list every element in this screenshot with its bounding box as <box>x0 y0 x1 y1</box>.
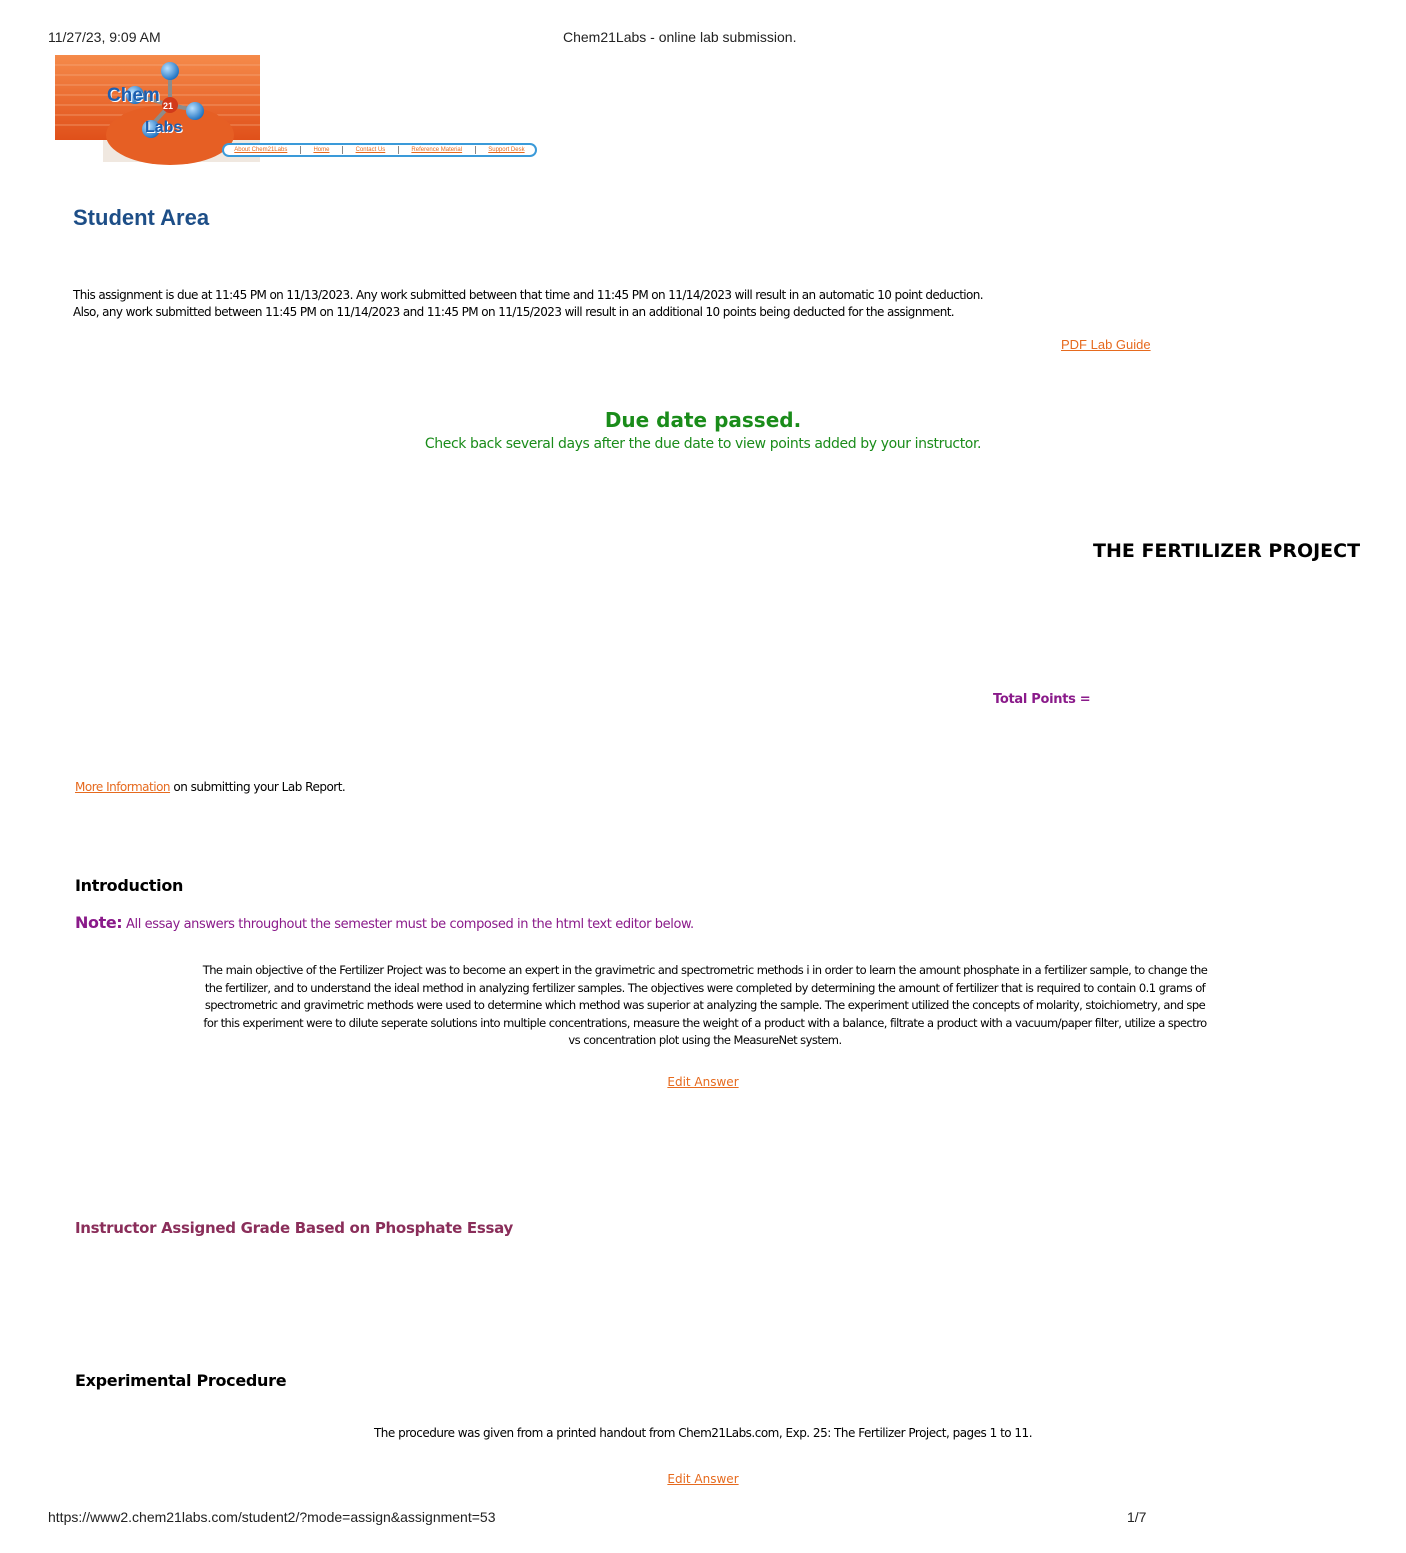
procedure-text: The procedure was given from a printed handout from Chem21Labs.com, Exp. 25: The Fertilizer Project, pages 1 to 11. <box>373 1426 1033 1440</box>
nav-about[interactable]: About Chem21Labs <box>234 147 288 153</box>
logo-text-chem: Chem <box>107 85 160 106</box>
note-label: Note: <box>75 913 123 932</box>
logo-text-labs: Labs <box>145 119 183 136</box>
nav-home[interactable]: Home <box>313 147 330 153</box>
introduction-essay <box>60 962 1350 1050</box>
experimental-procedure-heading: Experimental Procedure <box>75 1371 287 1390</box>
essay-line: vs concentration plot using the MeasureNet system. <box>568 1033 842 1047</box>
procedure-edit-answer-link[interactable]: Edit Answer <box>667 1472 739 1486</box>
instructor-grade-heading: Instructor Assigned Grade Based on Phosphate Essay <box>75 1219 513 1237</box>
essay-note <box>75 913 694 932</box>
nav-reference[interactable]: Reference Material <box>411 147 463 153</box>
print-page-title: Chem21Labs - online lab submission. <box>563 29 797 45</box>
note-text: All essay answers throughout the semester must be composed in the html text editor below. <box>122 917 694 932</box>
more-info-text: on submitting your Lab Report. <box>170 780 346 794</box>
due-passed-subtext: Check back several days after the due date to view points added by your instructor. <box>424 436 982 452</box>
due-info-line-2: Also, any work submitted between 11:45 PM on 11/14/2023 and 11:45 PM on 11/15/2023 will result in an additional 10 points being deducted for the assignment. <box>73 305 955 319</box>
nav-contact[interactable]: Contact Us <box>355 147 386 153</box>
introduction-heading: Introduction <box>75 876 184 895</box>
introduction-edit-answer-link[interactable]: Edit Answer <box>667 1075 739 1089</box>
nav-support[interactable]: Support Desk <box>488 147 525 153</box>
due-passed-status: Due date passed. <box>604 408 802 432</box>
logo-text-21: 21 <box>163 101 174 111</box>
assignment-title: THE FERTILIZER PROJECT <box>1093 540 1361 562</box>
essay-line: spectrometric and gravimetric methods were used to determine which method was superior at analyzing the sample. The experiment utilized the concepts of molarity, stoichiometry, and spe <box>204 998 1206 1012</box>
essay-line: The main objective of the Fertilizer Project was to become an expert in the gravimetric and spectrometric methods i in order to learn the amount phosphate in a fertilizer sample, to change the <box>202 963 1208 977</box>
total-points-label: Total Points = <box>993 692 1091 707</box>
print-datetime: 11/27/23, 9:09 AM <box>48 29 161 45</box>
page-title: Student Area <box>73 205 210 230</box>
essay-line: for this experiment were to dilute seperate solutions into multiple concentrations, measure the weight of a product with a balance, filtrate a product with a vacuum/paper filter, utilize a spectro <box>203 1015 1207 1030</box>
more-info-line <box>75 780 345 794</box>
pdf-lab-guide-link[interactable]: PDF Lab Guide <box>1061 337 1151 352</box>
essay-line: the fertilizer, and to understand the ideal method in analyzing fertilizer samples. The objectives were completed by determining the amount of fertilizer that is required to contain 0.1 grams of <box>204 980 1206 995</box>
print-page-number: 1/7 <box>1127 1509 1147 1525</box>
print-url: https://www2.chem21labs.com/student2/?mode=assign&assignment=53 <box>48 1509 496 1525</box>
due-info-line-1: This assignment is due at 11:45 PM on 11/13/2023. Any work submitted between that time and 11:45 PM on 11/14/2023 will result in an automatic 10 point deduction. <box>73 288 983 302</box>
more-information-link[interactable]: More Information <box>75 780 171 794</box>
